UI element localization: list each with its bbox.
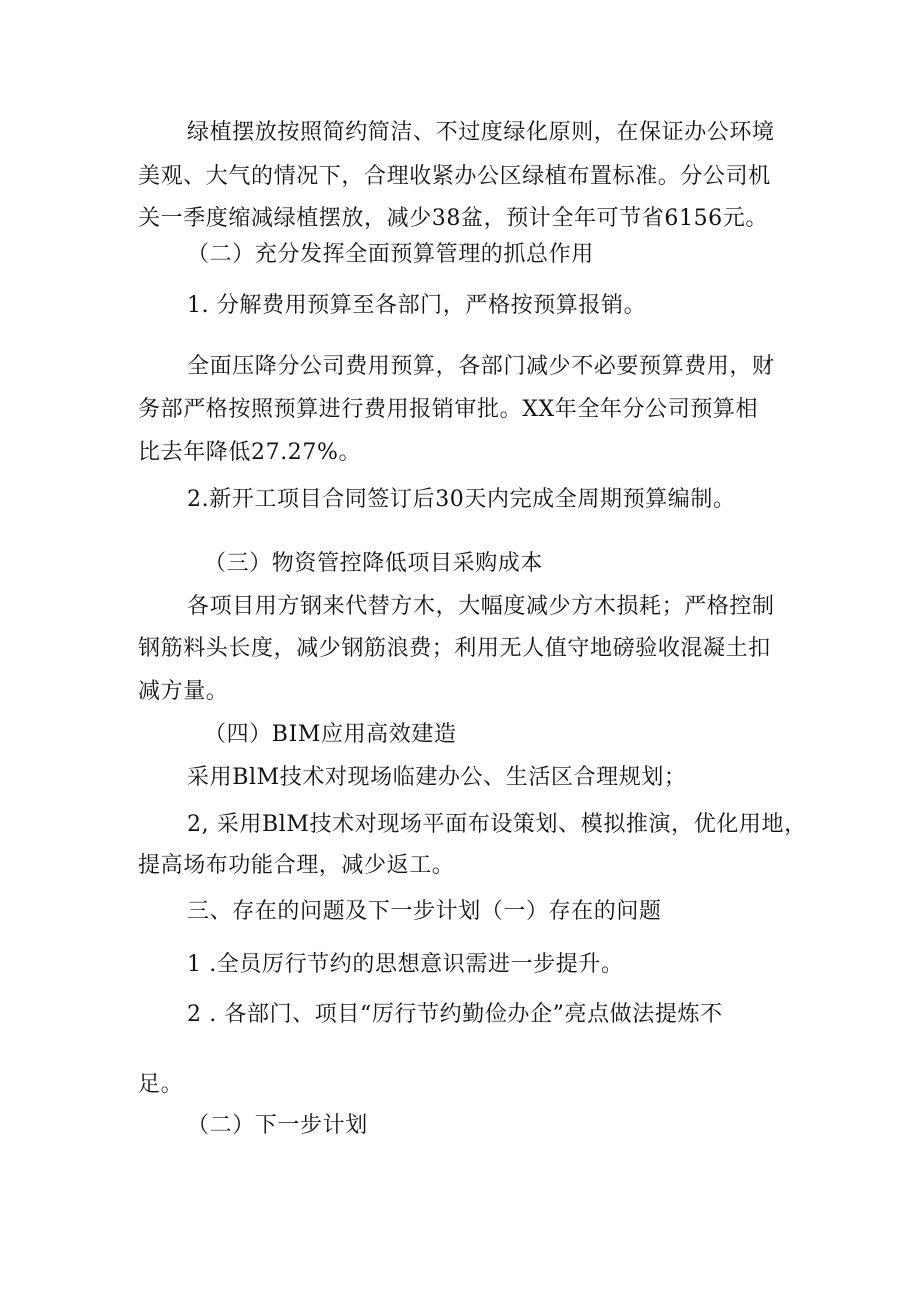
para-bim-planning: 采用BlM技术对现场临建办公、生活区合理规划； <box>187 765 687 790</box>
para-materials-line-3: 减方量。 <box>138 679 229 704</box>
item-1-decompose-budget: 1. 分解费用预算至各部门，严格按预算报销。 <box>187 293 647 318</box>
para-bim-layout-line-1: 2, 采用BlM技术对现场平面布设策划、模拟推演，优化用地， <box>187 812 807 837</box>
para-budget-line-3: 比去年降低27.27%。 <box>138 440 362 465</box>
para-materials-line-1: 各项目用方钢来代替方木，大幅度减少方木损耗；严格控制 <box>187 594 775 619</box>
problem-item-2-continued: 足。 <box>138 1072 184 1097</box>
para-greenery-line-2: 美观、大气的情况下，合理收紧办公区绿植布置标准。分公司机 <box>138 164 771 189</box>
item-2-new-project-budget: 2.新开工项目合同签订后30天内完成全周期预算编制。 <box>187 487 736 512</box>
heading-bim: （四）BIM应用高效建造 <box>204 722 457 747</box>
para-greenery-line-1: 绿植摆放按照简约简洁、不过度绿化原则，在保证办公环境 <box>187 120 775 145</box>
heading-materials-control: （三）物资管控降低项目采购成本 <box>204 551 544 576</box>
heading-problems-and-plan: 三、存在的问题及下一步计划（一）存在的问题 <box>187 899 662 924</box>
heading-next-plan: （二）下一步计划 <box>187 1113 368 1138</box>
problem-item-2: 2 . 各部门、项目“厉行节约勤俭办企”亮点做法提炼不 <box>187 1002 723 1027</box>
heading-budget-management: （二）充分发挥全面预算管理的抓总作用 <box>187 242 594 267</box>
para-budget-line-2: 务部严格按照预算进行费用报销审批。XX年全年分公司预算相 <box>138 397 759 422</box>
para-greenery-line-3: 关一季度缩减绿植摆放，减少38盆，预计全年可节省6156元。 <box>138 206 768 231</box>
para-materials-line-2: 钢筋料头长度，减少钢筋浪费；利用无人值守地磅验收混凝土扣 <box>138 636 771 661</box>
para-budget-line-1: 全面压降分公司费用预算，各部门减少不必要预算费用，财 <box>187 354 775 379</box>
para-bim-layout-line-2: 提高场布功能合理，减少返工。 <box>138 853 455 878</box>
problem-item-1: 1 .全员厉行节约的思想意识需进一步提升。 <box>187 952 624 977</box>
